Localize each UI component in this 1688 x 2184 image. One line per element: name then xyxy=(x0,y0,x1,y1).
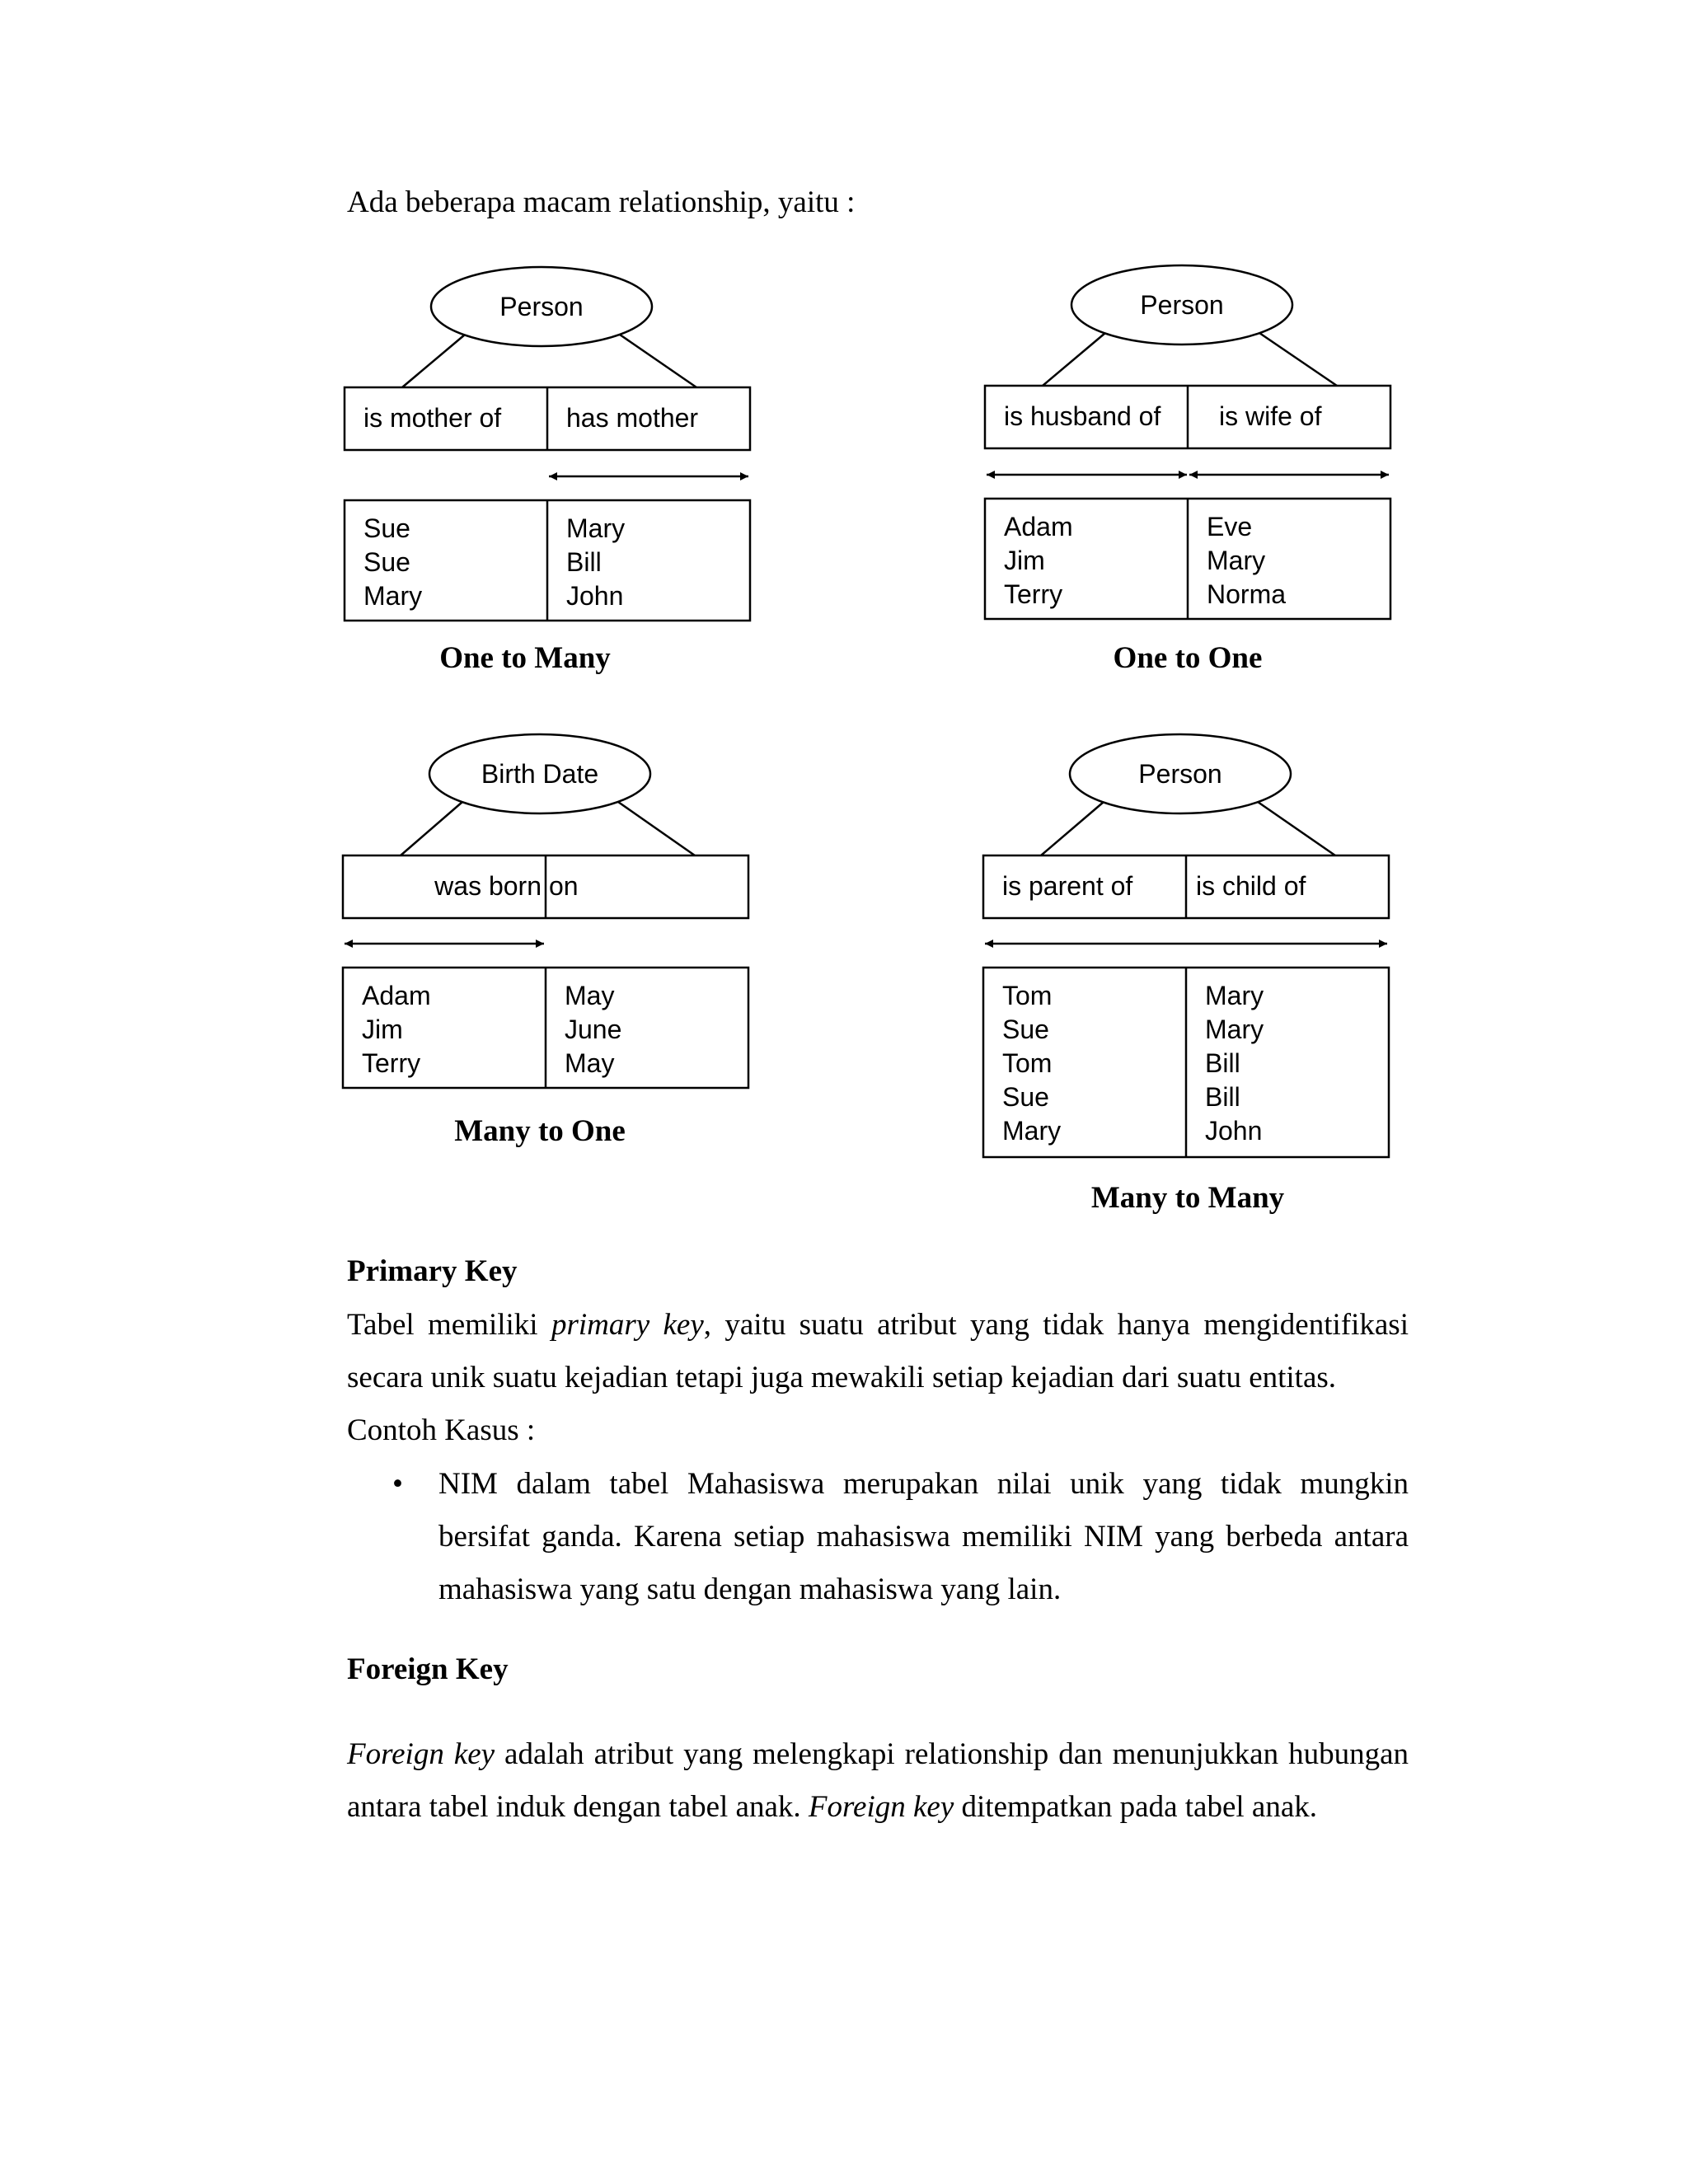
paragraph-text: , yaitu suatu atribut yang tidak hanya mengidentifikasi secara unik suatu kejadian tetapi juga mewakili setiap kejadian dari suatu entitas. xyxy=(347,1308,1409,1394)
left-value: Sue xyxy=(1002,1015,1049,1044)
right-value: Bill xyxy=(1205,1082,1240,1112)
connector-line xyxy=(1043,333,1105,386)
bullet-icon: • xyxy=(392,1467,403,1501)
left-value: Mary xyxy=(1002,1116,1062,1146)
right-value: May xyxy=(565,1048,615,1078)
section-heading-primary-key: Primary Key xyxy=(347,1254,518,1288)
right-label: is wife of xyxy=(1219,401,1322,431)
entity-name: Person xyxy=(1138,759,1222,789)
bullet-text: NIM dalam tabel Mahasiswa merupakan nilai unik yang tidak mungkin bersifat ganda. Karena setiap mahasiswa memiliki NIM yang berbeda antara mahasiswa yang satu dengan mahasiswa yang lain. xyxy=(438,1467,1409,1606)
left-value: Adam xyxy=(1004,512,1073,541)
left-value: Terry xyxy=(362,1048,421,1078)
right-value: June xyxy=(565,1015,622,1044)
left-value: Mary xyxy=(363,581,423,611)
right-value: Mary xyxy=(1205,981,1264,1010)
right-label: is child of xyxy=(1196,871,1306,901)
connector-line xyxy=(1041,802,1104,855)
section-heading-foreign-key: Foreign Key xyxy=(347,1652,509,1686)
intro-text: Ada beberapa macam relationship, yaitu : xyxy=(347,185,856,219)
left-value: Sue xyxy=(363,513,410,543)
paragraph-text: Tabel memiliki xyxy=(347,1308,551,1342)
right-label: has mother xyxy=(566,403,699,433)
right-value: Eve xyxy=(1207,512,1253,541)
left-value: Adam xyxy=(362,981,431,1010)
right-value: Norma xyxy=(1207,579,1287,609)
right-value: Bill xyxy=(1205,1048,1240,1078)
right-value: Mary xyxy=(1205,1015,1264,1044)
right-value: Mary xyxy=(566,513,626,543)
entity-name: Birth Date xyxy=(481,759,599,789)
diagram-caption: One to One xyxy=(1113,641,1263,675)
left-value: Sue xyxy=(1002,1082,1049,1112)
left-value: Sue xyxy=(363,547,410,577)
diagram-one-to-many xyxy=(345,267,750,675)
left-label: is parent of xyxy=(1002,871,1133,901)
primary-key-paragraph xyxy=(347,1299,1409,1457)
left-value: Jim xyxy=(1004,546,1045,575)
diagram-caption: One to Many xyxy=(439,641,611,675)
right-value: John xyxy=(566,581,624,611)
label-part-2: on xyxy=(549,871,579,901)
paragraph-text: ditempatkan pada tabel anak. xyxy=(954,1790,1317,1824)
paragraph-text: adalah atribut yang melengkapi relationship dan menunjukkan hubungan antara tabel induk dengan tabel anak. xyxy=(347,1737,1409,1824)
label-part-1: was born xyxy=(434,871,542,901)
left-label: is mother of xyxy=(363,403,502,433)
diagram-caption: Many to Many xyxy=(1090,1181,1285,1215)
left-value: Tom xyxy=(1002,981,1053,1010)
connector-line xyxy=(620,335,696,387)
left-value: Terry xyxy=(1004,579,1063,609)
left-value: Tom xyxy=(1002,1048,1053,1078)
term-emphasis: Foreign key xyxy=(347,1737,495,1771)
right-value: May xyxy=(565,981,615,1010)
left-value: Jim xyxy=(362,1015,403,1044)
connector-line xyxy=(402,335,465,387)
diagram-many-to-one xyxy=(343,734,748,1148)
connector-line xyxy=(618,802,695,855)
term-emphasis: Foreign key xyxy=(808,1790,954,1824)
foreign-key-paragraph xyxy=(347,1728,1409,1834)
entity-name: Person xyxy=(499,292,584,321)
right-value: Bill xyxy=(566,547,602,577)
right-value: Mary xyxy=(1207,546,1266,575)
diagram-many-to-many xyxy=(983,734,1389,1215)
entity-name: Person xyxy=(1140,290,1224,320)
case-label: Contoh Kasus : xyxy=(347,1413,536,1447)
left-label: is husband of xyxy=(1004,401,1161,431)
right-value: John xyxy=(1205,1116,1263,1146)
connector-line xyxy=(1258,802,1335,855)
term-emphasis: primary key xyxy=(551,1308,704,1342)
connector-line xyxy=(1259,333,1337,386)
connector-line xyxy=(401,802,462,855)
diagram-caption: Many to One xyxy=(454,1114,626,1148)
diagram-one-to-one xyxy=(985,265,1390,675)
